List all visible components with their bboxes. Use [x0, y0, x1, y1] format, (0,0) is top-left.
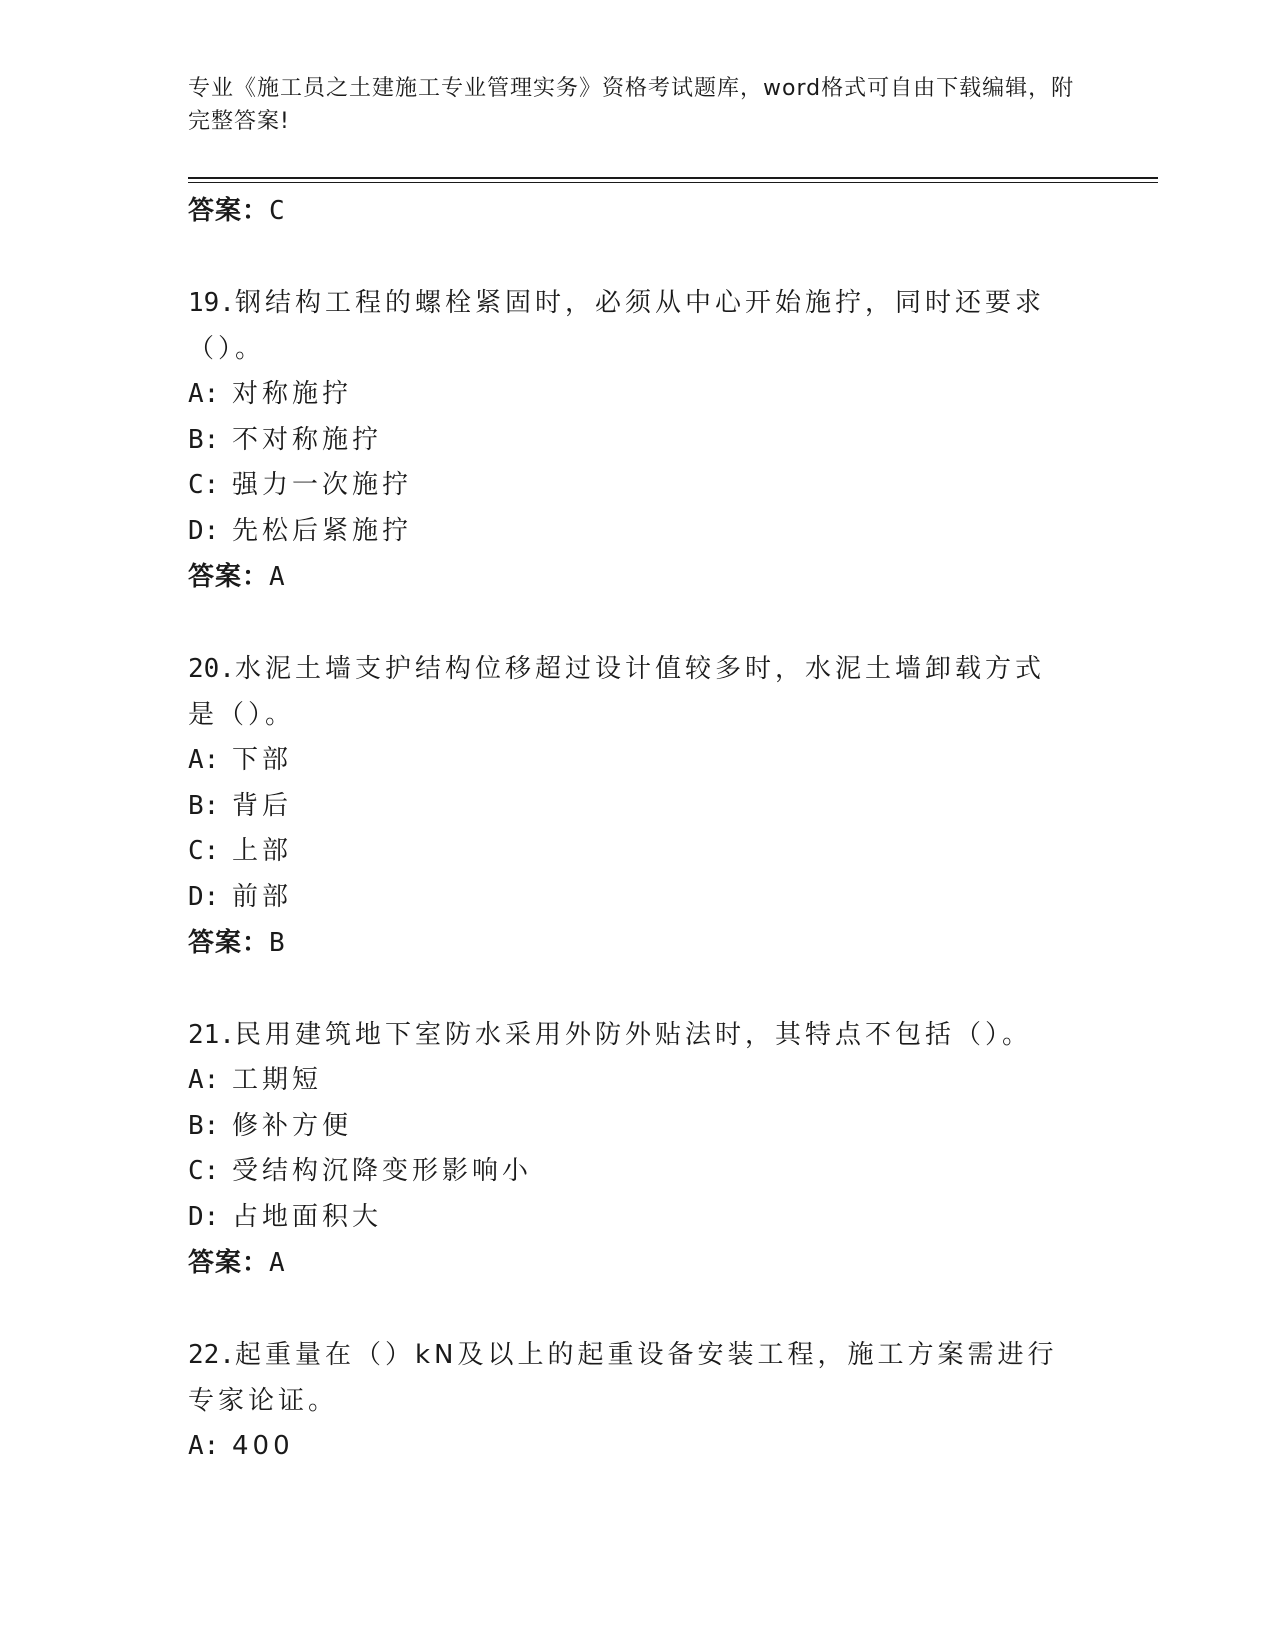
question-text: 钢结构工程的螺栓紧固时，必须从中心开始施拧，同时还要求（）。 — [188, 288, 1045, 364]
option-b — [188, 418, 1088, 464]
option-text: 不对称施拧 — [232, 424, 383, 455]
question-text: 水泥土墙支护结构位移超过设计值较多时，水泥土墙卸载方式是（）。 — [188, 654, 1045, 730]
question-number: 19. — [188, 288, 235, 318]
option-a — [188, 1424, 1088, 1470]
option-d — [188, 875, 1088, 921]
answer-label: 答案： — [188, 196, 270, 226]
option-c — [188, 1149, 1088, 1195]
page-header: 专业《施工员之土建施工专业管理实务》资格考试题库，word格式可自由下载编辑，附完整答案! — [188, 76, 1075, 134]
answer-value: C — [269, 196, 286, 226]
option-text: 下部 — [232, 745, 293, 775]
answer-label: 答案： — [188, 928, 270, 958]
option-text: 占地面积大 — [232, 1201, 383, 1232]
option-key: B: — [188, 424, 220, 455]
option-key: B: — [188, 790, 220, 821]
option-text: 受结构沉降变形影响小 — [232, 1156, 533, 1186]
option-key: B: — [188, 1110, 220, 1141]
option-c — [188, 463, 1088, 509]
option-key: C: — [188, 1156, 220, 1186]
question-text: 起重量在（）kN及以上的起重设备安装工程，施工方案需进行专家论证。 — [188, 1340, 1058, 1416]
option-a — [188, 738, 1088, 784]
answer-line — [188, 188, 1088, 234]
option-key: A: — [188, 379, 220, 409]
option-text: 400 — [232, 1431, 294, 1461]
question-19 — [188, 280, 1088, 600]
option-text: 对称施拧 — [232, 379, 353, 409]
answer-line — [188, 554, 1088, 600]
option-key: A: — [188, 1065, 220, 1095]
answer-value: B — [269, 928, 286, 958]
option-b — [188, 1104, 1088, 1150]
question-22 — [188, 1332, 1088, 1470]
option-key: C: — [188, 470, 220, 500]
option-key: D: — [188, 515, 220, 546]
answer-label: 答案： — [188, 1248, 270, 1278]
header-divider-thin — [188, 182, 1158, 183]
option-key: A: — [188, 745, 220, 775]
option-text: 强力一次施拧 — [232, 470, 413, 500]
option-text: 修补方便 — [232, 1110, 353, 1141]
option-text: 先松后紧施拧 — [232, 515, 413, 546]
question-text: 民用建筑地下室防水采用外防外贴法时，其特点不包括（）。 — [234, 1020, 1032, 1050]
option-a — [188, 372, 1088, 418]
option-text: 上部 — [232, 836, 293, 866]
option-key: C: — [188, 836, 220, 866]
question-stem — [188, 1332, 1068, 1424]
option-d — [188, 1195, 1088, 1241]
answer-value: A — [269, 1248, 286, 1278]
question-21 — [188, 1012, 1088, 1286]
answer-line — [188, 920, 1088, 966]
question-content — [188, 188, 1088, 1470]
question-stem — [188, 646, 1068, 738]
question-stem — [188, 280, 1068, 372]
header-divider — [188, 177, 1158, 179]
option-key: D: — [188, 881, 220, 912]
answer-line — [188, 1240, 1088, 1286]
option-text: 前部 — [232, 881, 293, 912]
question-20 — [188, 646, 1088, 966]
option-key: D: — [188, 1201, 220, 1232]
question-number: 22. — [188, 1340, 235, 1370]
option-a — [188, 1058, 1088, 1104]
option-c — [188, 829, 1088, 875]
option-text: 背后 — [232, 790, 293, 821]
question-number: 21. — [188, 1020, 235, 1050]
answer-value: A — [269, 562, 286, 592]
question-number: 20. — [188, 654, 235, 684]
option-d — [188, 509, 1088, 555]
option-b — [188, 784, 1088, 830]
question-stem — [188, 1012, 1068, 1058]
option-text: 工期短 — [232, 1065, 323, 1095]
answer-label: 答案： — [188, 562, 270, 592]
option-key: A: — [188, 1431, 220, 1461]
